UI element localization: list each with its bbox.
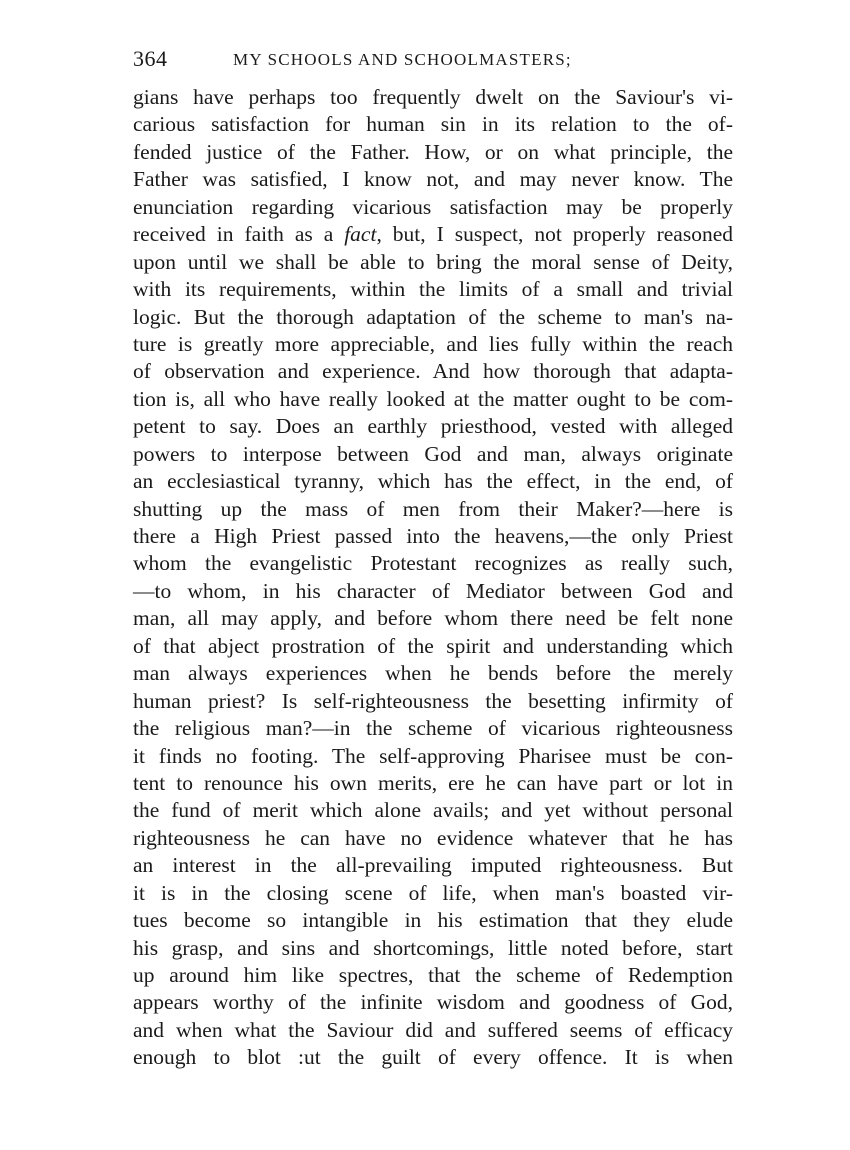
text-line: tent to renounce his own merits, ere he can have part or lot in (133, 770, 733, 795)
text-line: upon until we shall be able to bring the moral sense of Deity, (133, 249, 733, 274)
running-title: MY SCHOOLS AND SCHOOLMASTERS; (233, 50, 572, 69)
text-line: —to whom, in his character of Mediator between God and (133, 578, 733, 603)
text-line: gians have perhaps too frequently dwelt on the Saviour's vi- (133, 85, 733, 109)
page-number: 364 (133, 46, 168, 71)
text-line: whom the evangelistic Protestant recognizes as really such, (133, 551, 733, 576)
text-line: fended justice of the Father. How, or on what principle, the (133, 139, 733, 164)
text-line: it finds no footing. The self-approving Pharisee must be con- (133, 743, 733, 768)
text-line: petent to say. Does an earthly priesthood, vested with alleged (133, 414, 733, 439)
text-line: the fund of merit which alone avails; and yet without personal (133, 798, 733, 823)
text-line: enunciation regarding vicarious satisfaction may be properly (133, 194, 733, 219)
text-line: of observation and experience. And how thorough that adapta- (133, 359, 733, 384)
text-line: logic. But the thorough adaptation of the scheme to man's na- (133, 304, 733, 329)
text-line: an interest in the all-prevailing imputed righteousness. But (133, 853, 733, 878)
running-head (133, 44, 733, 74)
text-line: with its requirements, within the limits of a small and trivial (133, 277, 733, 302)
text-line: there a High Priest passed into the heavens,—the only Priest (133, 524, 733, 548)
text-line: shutting up the mass of men from their Maker?—here is (133, 496, 733, 521)
text-line: tues become so intangible in his estimation that they elude (133, 908, 733, 933)
text-line: an ecclesiastical tyranny, which has the effect, in the end, of (133, 469, 733, 494)
body-text (133, 84, 733, 1072)
text-line: man always experiences when he bends before the merely (133, 661, 733, 686)
text-line: enough to blot :ut the guilt of every offence. It is when (133, 1045, 733, 1070)
text-line: tion is, all who have really looked at the matter ought to be com- (133, 386, 733, 411)
text-line: powers to interpose between God and man, always originate (133, 441, 733, 466)
text-line: received in faith as a fact, but, I suspect, not properly reasoned (133, 222, 733, 247)
text-line: of that abject prostration of the spirit and understanding which (133, 633, 733, 658)
text-line: and when what the Saviour did and suffered seems of efficacy (133, 1017, 733, 1042)
text-line: his grasp, and sins and shortcomings, little noted before, start (133, 935, 733, 960)
text-line: human priest? Is self-righteousness the besetting infirmity of (133, 688, 733, 713)
text-line: appears worthy of the infinite wisdom and goodness of God, (133, 990, 733, 1015)
italic-word: fact (344, 222, 377, 247)
text-line: ture is greatly more appreciable, and lies fully within the reach (133, 331, 733, 356)
text-line: carious satisfaction for human sin in its relation to the of- (133, 112, 733, 137)
text-line: it is in the closing scene of life, when man's boasted vir- (133, 880, 733, 905)
text-line: man, all may apply, and before whom there need be felt none (133, 606, 733, 631)
text-line: Father was satisfied, I know not, and may never know. The (133, 167, 733, 192)
text-line: the religious man?—in the scheme of vicarious righteousness (133, 716, 733, 741)
text-line: righteousness he can have no evidence whatever that he has (133, 825, 733, 850)
text-line: up around him like spectres, that the scheme of Redemption (133, 963, 733, 987)
